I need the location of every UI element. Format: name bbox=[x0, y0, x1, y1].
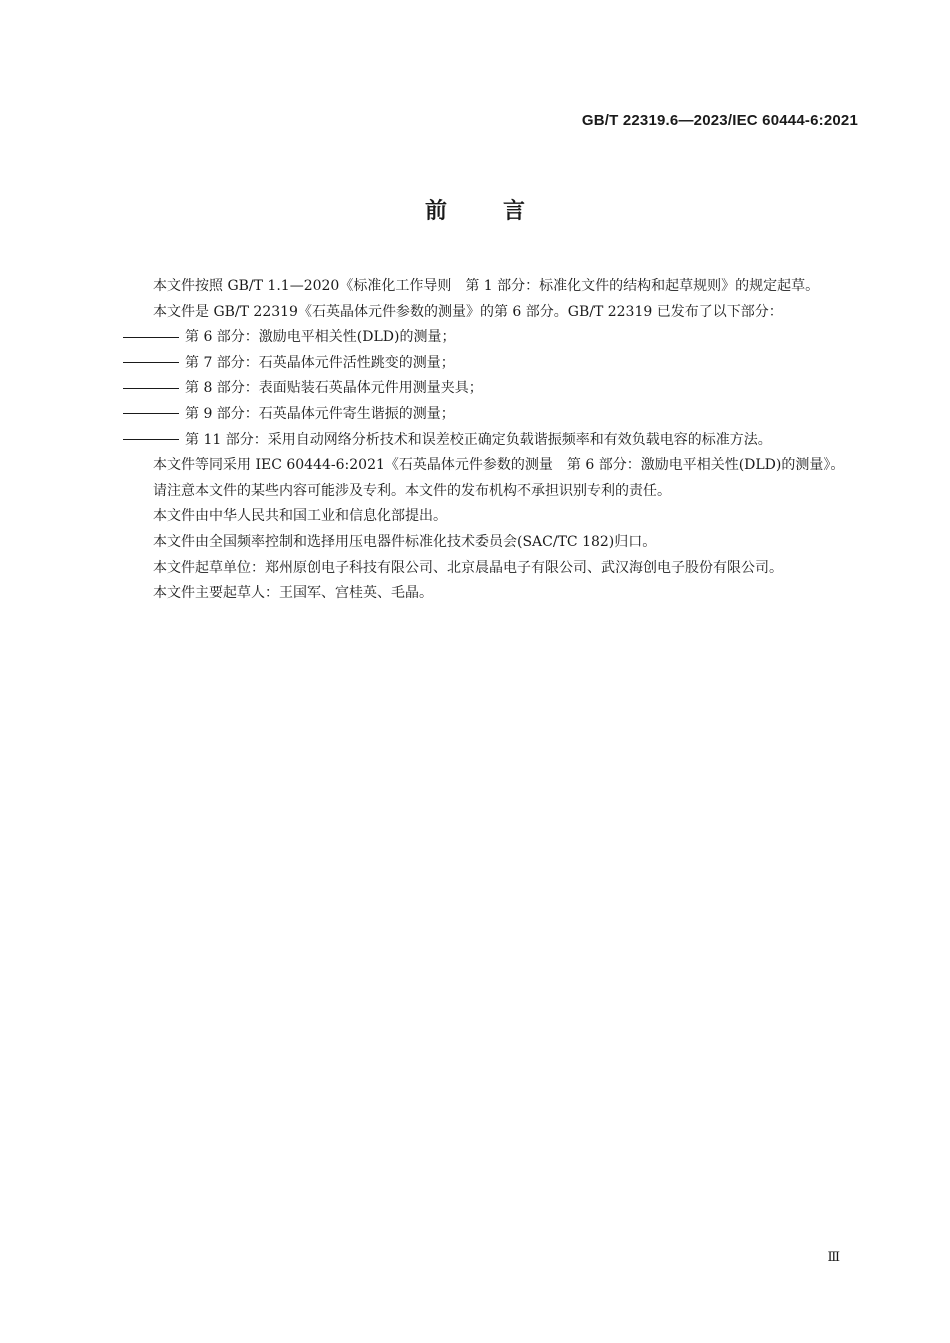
document-body bbox=[121, 274, 858, 607]
list-item: 第 6 部分：激励电平相关性(DLD)的测量； bbox=[121, 325, 858, 351]
paragraph-drafting-rules: 本文件按照 GB/T 1.1—2020《标准化工作导则 第 1 部分：标准化文件的结构和起草规则》的规定起草。 bbox=[153, 278, 820, 294]
paragraph-committee: 本文件由全国频率控制和选择用压电器件标准化技术委员会(SAC/TC 182)归口。 bbox=[153, 533, 657, 550]
list-item: 第 7 部分：石英晶体元件活性跳变的测量； bbox=[121, 351, 858, 377]
page-title bbox=[0, 194, 950, 225]
list-item: 第 11 部分：采用自动网络分析技术和误差校正确定负载谐振频率和有效负载电容的标准方法。 bbox=[121, 428, 858, 454]
list-item: 第 9 部分：石英晶体元件寄生谐振的测量； bbox=[121, 402, 858, 428]
paragraph-proposer: 本文件由中华人民共和国工业和信息化部提出。 bbox=[153, 508, 447, 525]
page-number: Ⅲ bbox=[827, 1250, 840, 1265]
title-char-1: 前 bbox=[424, 199, 447, 224]
list-item: 第 8 部分：表面贴装石英晶体元件用测量夹具； bbox=[121, 376, 858, 402]
paragraph-series-intro: 本文件是 GB/T 22319《石英晶体元件参数的测量》的第 6 部分。GB/T 22319 已发布了以下部分： bbox=[153, 303, 783, 320]
paragraph-equivalence: 本文件等同采用 IEC 60444-6:2021《石英晶体元件参数的测量 第 6 部分：激励电平相关性(DLD)的测量》。 bbox=[153, 457, 845, 474]
paragraph-drafters: 本文件主要起草人：王国军、宫桂英、毛晶。 bbox=[153, 585, 433, 602]
title-char-2: 言 bbox=[503, 199, 526, 224]
paragraph-drafting-units: 本文件起草单位：郑州原创电子科技有限公司、北京晨晶电子有限公司、武汉海创电子股份有限公司。 bbox=[153, 559, 783, 576]
standard-code: GB/T 22319.6—2023/IEC 60444-6:2021 bbox=[581, 112, 858, 129]
paragraph-patent-notice: 请注意本文件的某些内容可能涉及专利。本文件的发布机构不承担识别专利的责任。 bbox=[153, 482, 671, 499]
